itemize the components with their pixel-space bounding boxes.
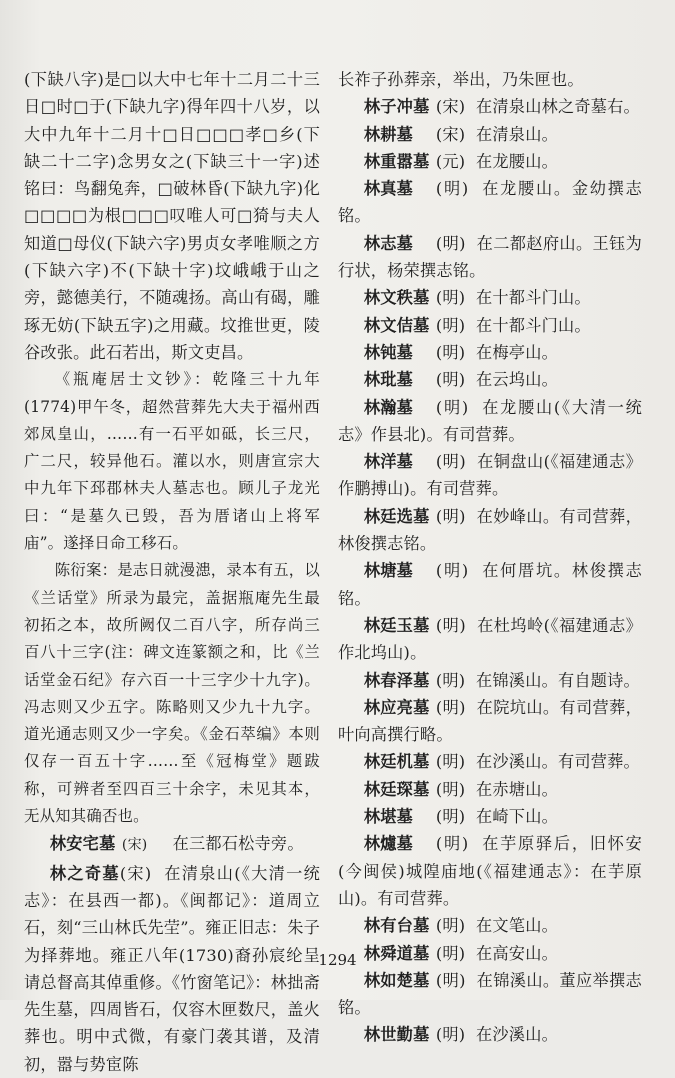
tomb-dynasty: (明) — [435, 807, 466, 827]
tomb-entry — [338, 312, 642, 339]
tomb-entry — [338, 830, 642, 912]
tomb-entry — [338, 175, 642, 230]
tomb-location: 在龙腰山。金幼撰志铭。 — [338, 179, 642, 226]
tomb-entry — [338, 694, 642, 749]
tomb-location: 在清泉山。 — [476, 124, 558, 144]
tomb-dynasty: (明) — [435, 970, 466, 990]
tomb-name: 林堪墓 — [363, 807, 414, 827]
tomb-entry — [338, 339, 642, 366]
tomb-location: 在崎下山。 — [476, 807, 558, 827]
tomb-location: 在院坑山。有司营葬，叶向高撰行略。 — [338, 697, 642, 745]
tomb-location: 在赤塘山。 — [476, 779, 558, 799]
tomb-dynasty: (宋) — [119, 863, 152, 883]
tomb-entry — [338, 748, 642, 775]
tomb-name: 林春泽墓 — [363, 670, 430, 690]
tomb-name: 林文秩墓 — [363, 288, 430, 308]
tomb-entry — [338, 912, 642, 939]
tomb-dynasty: (明) — [435, 288, 466, 308]
tomb-location: 在妙峰山。有司营葬，林俊撰志铭。 — [338, 506, 642, 554]
tomb-name: 林重嚣墓 — [363, 151, 430, 171]
tomb-location: 在十都斗门山。 — [476, 288, 591, 308]
quote-paragraph-1: 《瓶庵居士文钞》：乾隆三十九年(1774)甲午冬，超然营葬先大夫于福州西郊凤皇山，……有一石平如砥，长三尺，广二尺，较异他石。灌以水，则唐宣宗大中九年下邳郡林夫人墓志也。顾儿子龙光曰：“是墓久已毁，吾为厝诸山上将军庙”。遂择日命工移石。 — [24, 370, 320, 553]
tomb-entry — [338, 394, 642, 449]
tomb-location: 在清泉山林之奇墓右。 — [476, 97, 640, 117]
tomb-location: 在铜盘山(《福建通志》作鹏搏山)。有司营葬。 — [338, 452, 642, 499]
tomb-name: 林舜道墓 — [363, 943, 430, 963]
tomb-dynasty: (明) — [435, 779, 466, 799]
tomb-location: 在何厝坑。林俊撰志铭。 — [338, 561, 642, 608]
tomb-dynasty: (明) — [435, 752, 466, 772]
tomb-dynasty: (明) — [435, 916, 466, 936]
tomb-name: 林瀚墓 — [363, 397, 414, 417]
tomb-dynasty: (明) — [435, 342, 466, 362]
tomb-name: 林应亮墓 — [363, 697, 430, 717]
tomb-name: 林有台墓 — [363, 916, 430, 936]
tomb-entry — [338, 612, 642, 667]
tomb-name: 林爈墓 — [363, 834, 414, 854]
tomb-entry — [338, 667, 642, 694]
tomb-entry — [338, 121, 642, 148]
tomb-location: 在清泉山(《大清一统志》：在县西一都)。《闽都记》：道周立石，刻“三山林氏先茔”。雍正旧志：朱子为择葬地。雍正八年(1730)裔孙宸纶呈请总督高其倬重修。《竹窗笔记》：林拙斋先生墓，四周皆石，仅容木匣数尺，盖火葬也。明中式微，有豪门袭其谱，及清初，嚣与势宦陈 — [24, 863, 320, 1074]
tomb-dynasty: (明) — [435, 452, 466, 472]
tomb-entry — [338, 148, 642, 175]
tomb-location: 在高安山。 — [476, 943, 558, 963]
tomb-dynasty: (明) — [435, 834, 469, 854]
tomb-dynasty: (明) — [435, 697, 466, 717]
tomb-entry — [338, 366, 642, 393]
tomb-entry — [338, 448, 642, 503]
tomb-name: 林廷玉墓 — [363, 615, 430, 635]
tomb-location: 在锦溪山。有自题诗。 — [476, 670, 640, 690]
tomb-name: 林钝墓 — [363, 342, 414, 362]
tomb-entry — [338, 284, 642, 311]
tomb-location: 在芋原驿后，旧怀安(今闽侯)城隍庙地(《福建通志》：在芋原山)。有司营葬。 — [338, 834, 642, 908]
tomb-name: 林之奇墓 — [49, 863, 120, 883]
tomb-location: 在十都斗门山。 — [476, 315, 591, 335]
tomb-entry — [338, 93, 642, 120]
tomb-entry — [338, 503, 642, 558]
tomb-entry — [338, 557, 642, 612]
tomb-entry — [24, 830, 320, 859]
tomb-entry — [338, 803, 642, 830]
tomb-dynasty: (明) — [435, 943, 466, 963]
tomb-location: 在锦溪山。董应举撰志铭。 — [338, 970, 642, 1018]
tomb-dynasty: (元) — [435, 151, 466, 171]
tomb-location: 在二都赵府山。王钰为行状，杨荣撰志铭。 — [338, 233, 642, 281]
tomb-location: 在龙腰山。 — [476, 151, 558, 171]
tomb-name: 林真墓 — [363, 179, 414, 199]
tomb-location: 在梅亭山。 — [476, 342, 558, 362]
tomb-dynasty: (明) — [435, 315, 466, 335]
tomb-entry — [338, 230, 642, 285]
tomb-name: 林玭墓 — [363, 370, 414, 390]
tomb-location: 在沙溪山。 — [476, 1025, 558, 1045]
tomb-dynasty: (明) — [435, 1025, 466, 1045]
tomb-dynasty: (明) — [435, 397, 469, 417]
tomb-entry — [338, 776, 642, 803]
tomb-dynasty: (明) — [435, 506, 466, 526]
tomb-name: 林耕墓 — [363, 124, 414, 144]
tomb-location: 在云坞山。 — [476, 370, 558, 390]
tomb-name: 林子冲墓 — [363, 97, 430, 117]
tomb-name: 林文佶墓 — [363, 315, 430, 335]
tomb-location: 在三都石松寺旁。 — [172, 834, 304, 854]
tomb-name: 林世勤墓 — [363, 1025, 430, 1045]
tomb-name: 林廷机墓 — [363, 752, 430, 772]
epitaph-text: (下缺八字)是□以大中七年十二月二十三日□时□于(下缺九字)得年四十八岁，以大中九年十二月十□日□□□孝□乡(下缺二十二字)念男女之(下缺三十一字)述铭曰：鸟翻兔奔，□破林昏(下缺九字)化□□□□为根□□□叹唯人可□猗与夫人知道□母仪(下缺六字)男贞女孝唯顺之方(下缺六字)不(下缺十字)坟峨峨于山之旁，懿德美行，不随魂扬。高山有碣，雕琢无妨(下缺五字)之用藏。坟推世更，陵谷改张。此石若出，斯文吏昌。 — [24, 70, 320, 362]
tomb-dynasty: (明) — [435, 179, 469, 199]
tomb-list — [338, 93, 642, 1048]
tomb-dynasty: (明) — [435, 370, 466, 390]
tomb-name: 林廷选墓 — [363, 506, 430, 526]
right-column — [338, 66, 642, 1049]
tomb-dynasty: (明) — [435, 233, 466, 253]
tomb-name: 林如楚墓 — [363, 970, 430, 990]
left-column — [24, 66, 320, 1078]
tomb-name: 林洋墓 — [363, 452, 414, 472]
continued-text: 长祚子孙葬亲，举出，乃朱匣也。 — [338, 70, 584, 89]
tomb-dynasty: (宋) — [121, 837, 148, 854]
tomb-location: 在文笔山。 — [476, 916, 558, 936]
tomb-dynasty: (明) — [435, 670, 466, 690]
tomb-name: 林志墓 — [363, 233, 414, 253]
tomb-dynasty: (宋) — [435, 124, 466, 144]
tomb-location: 在杜坞岭(《福建通志》作北坞山)。 — [338, 615, 642, 663]
page-number: 1294 — [318, 951, 357, 969]
tomb-name: 林安宅墓 — [49, 834, 116, 854]
tomb-name: 林塘墓 — [363, 561, 414, 581]
tomb-entry — [338, 967, 642, 1022]
tomb-location: 在龙腰山(《大清一统志》作县北)。有司营葬。 — [338, 397, 642, 444]
tomb-location: 在沙溪山。有司营葬。 — [476, 752, 640, 772]
tomb-dynasty: (明) — [435, 561, 469, 581]
tomb-entry — [338, 1021, 642, 1048]
tomb-dynasty: (明) — [435, 615, 466, 635]
tomb-dynasty: (宋) — [435, 97, 466, 117]
quote-paragraph-2: 陈衍案：是志日就漫漶，录本有五，以《兰话堂》所录为最完，盖据瓶庵先生最初拓之本，故所阙仅二百八字，所存尚三百八十三字(注：碑文连篆额之和，比《兰话堂金石纪》存六百一十三字少十九字)。冯志则又少五字。陈略则又少九十九字。道光通志则又少一字矣。《金石萃编》本则仅存一百五十字……至《冠梅堂》题跋称，可辨者至四百三十余字，未见其本，无从知其确否也。 — [24, 561, 320, 826]
tomb-name: 林廷琛墓 — [363, 779, 430, 799]
